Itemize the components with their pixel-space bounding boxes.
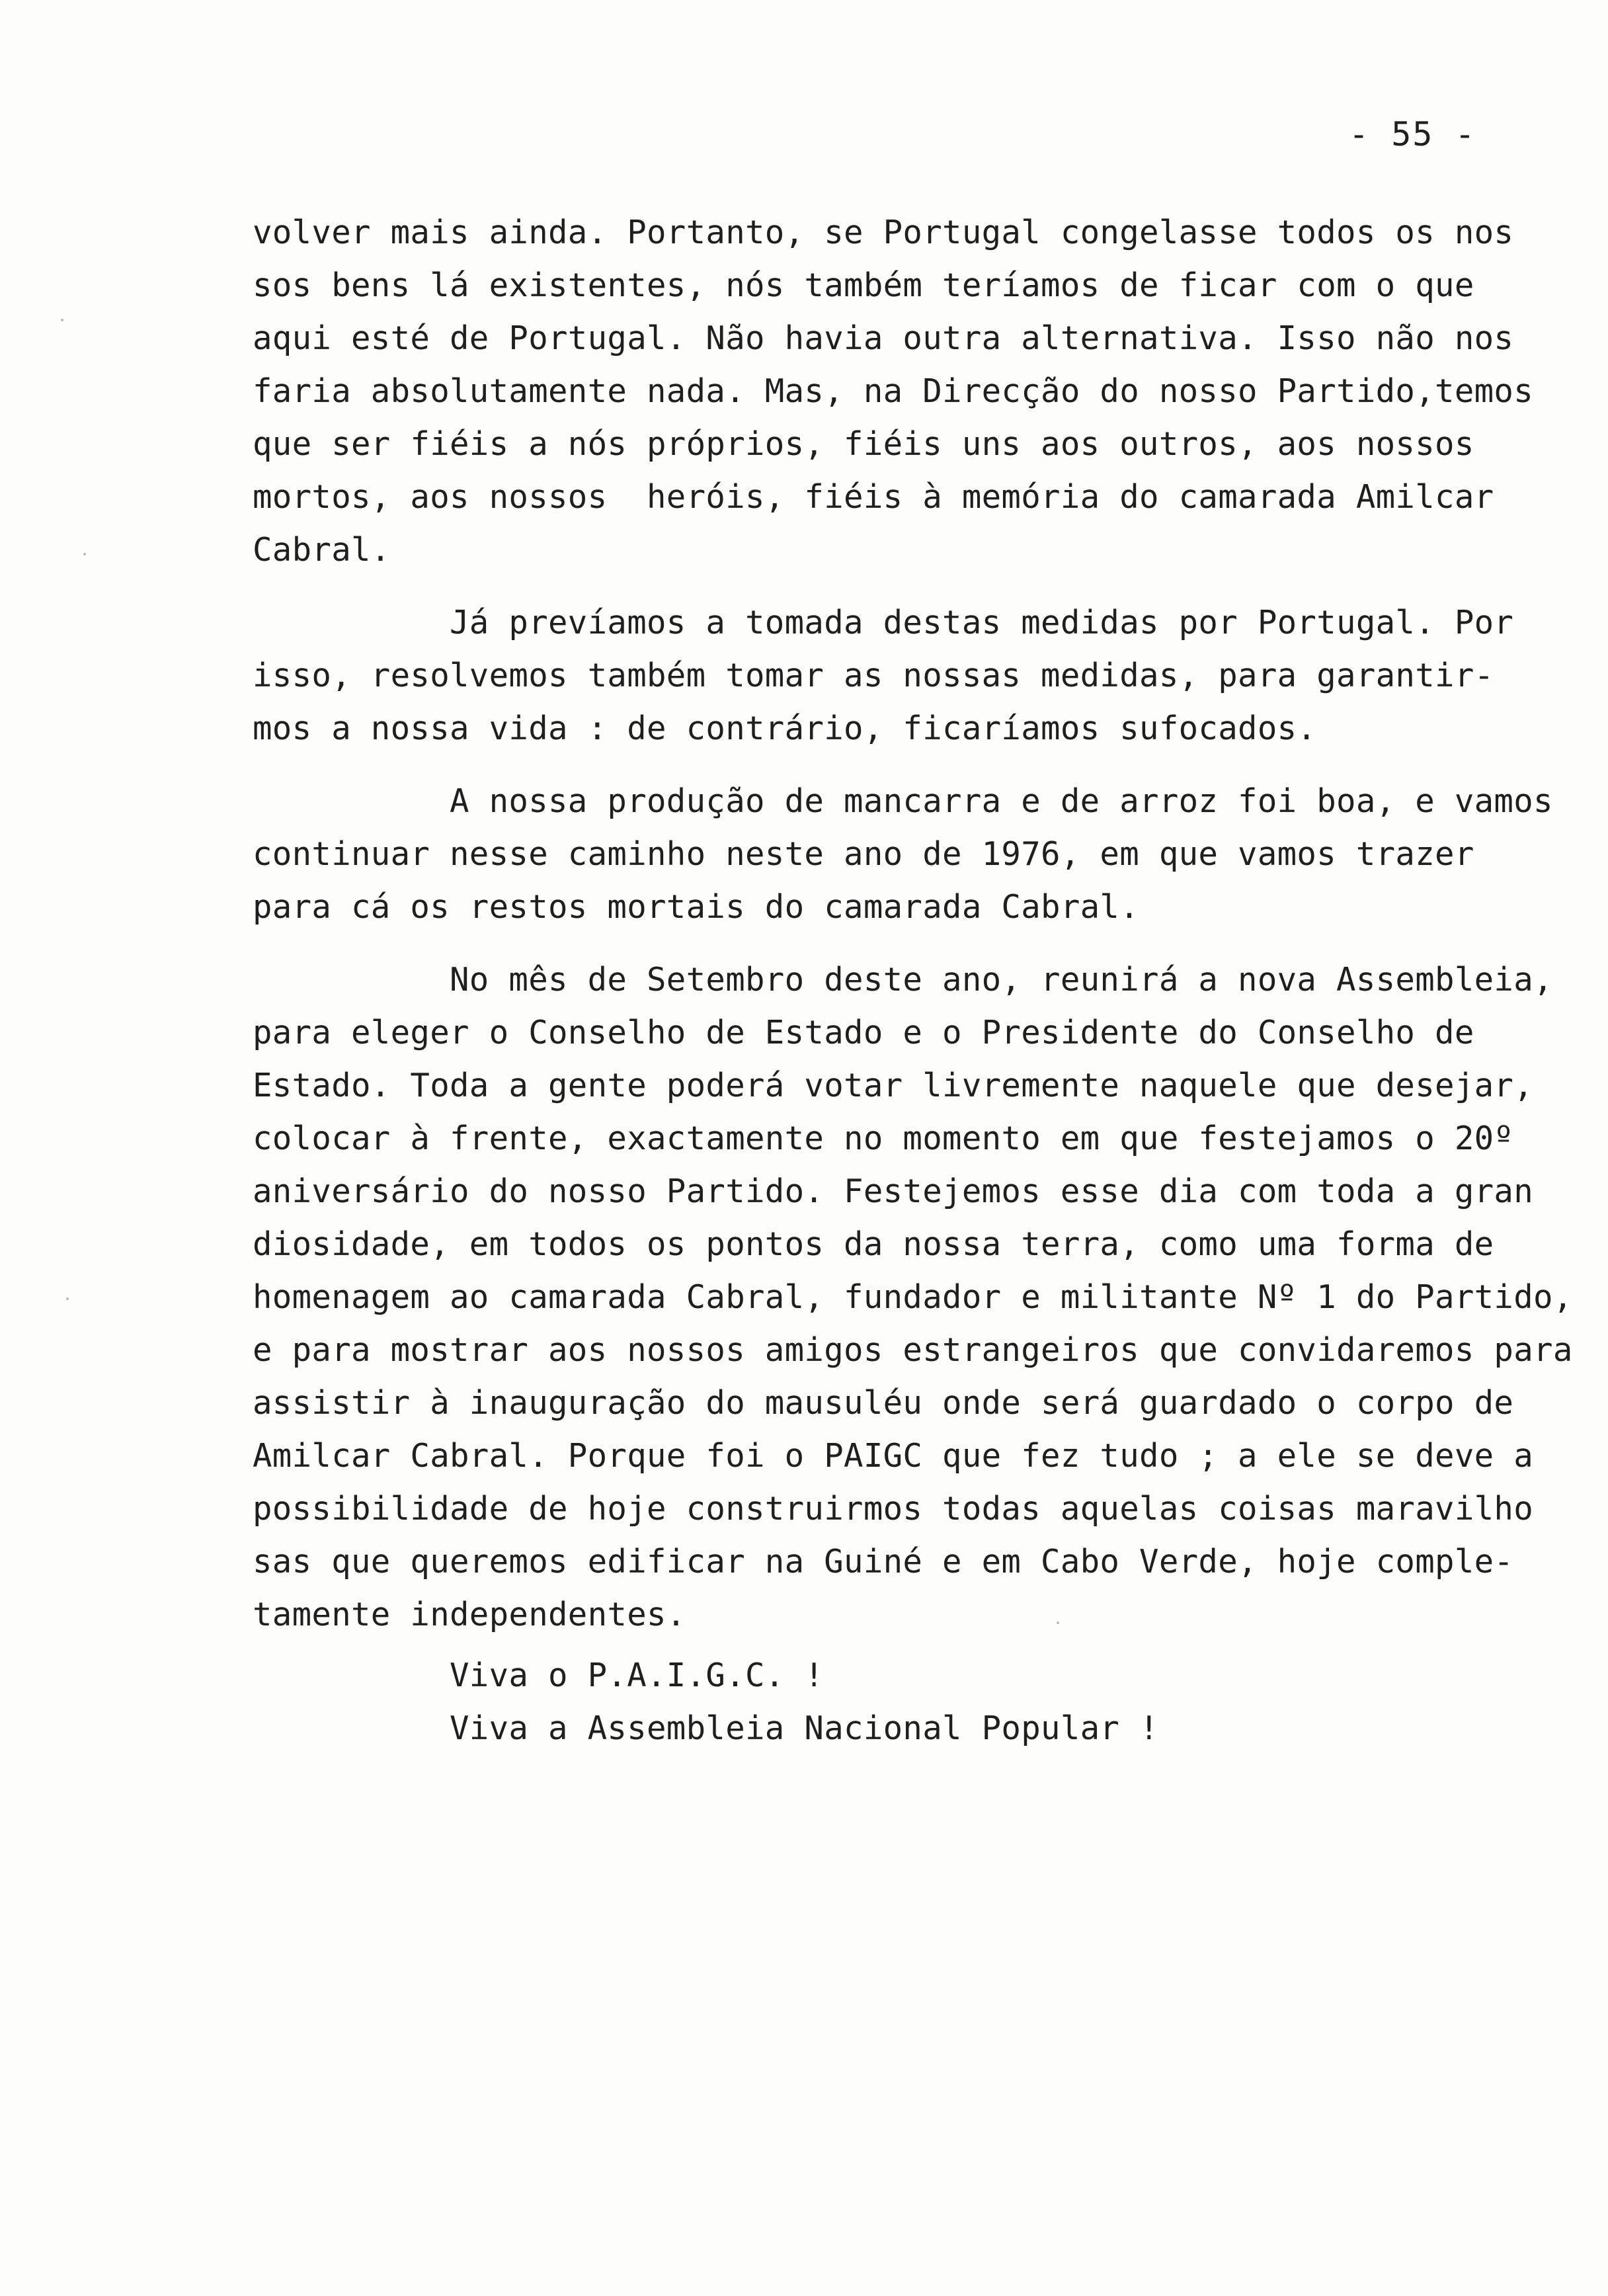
text-line: continuar nesse caminho neste ano de 1976, em que vamos trazer [253,835,1474,873]
text-line: para eleger o Conselho de Estado e o Presidente do Conselho de [253,1014,1474,1051]
closing-line: Viva a Assembleia Nacional Popular ! [253,1709,1159,1747]
paragraph-2 [253,596,1568,755]
paragraph-spacer [253,755,1568,775]
paragraph-1 [253,206,1568,577]
text-line: sos bens lá existentes, nós também teríamos de ficar com o que [253,266,1474,304]
text-line: colocar à frente, exactamente no momento em que festejamos o 20º [253,1120,1514,1157]
text-line: mortos, aos nossos heróis, fiéis à memória do camarada Amilcar [253,478,1494,516]
scan-speck [1057,1621,1059,1624]
paragraph-3 [253,775,1568,934]
text-line: Estado. Toda a gente poderá votar livremente naquele que desejar, [253,1067,1534,1104]
text-line: assistir à inauguração do mausuléu onde será guardado o corpo de [253,1384,1514,1422]
text-line: aqui esté de Portugal. Não havia outra alternativa. Isso não nos [253,319,1514,357]
text-line: isso, resolvemos também tomar as nossas medidas, para garantir- [253,657,1494,694]
closing-line: Viva o P.A.I.G.C. ! [253,1657,824,1694]
text-line: diosidade, em todos os pontos da nossa terra, como uma forma de [253,1225,1494,1263]
text-line: homenagem ao camarada Cabral, fundador e militante Nº 1 do Partido, [253,1278,1573,1316]
text-line: mos a nossa vida : de contrário, ficaríamos sufocados. [253,710,1317,747]
scan-speck [66,1297,69,1300]
paragraph-4 [253,954,1573,1641]
text-line: possibilidade de hoje construirmos todas aquelas coisas maravilho [253,1490,1534,1528]
text-line: Cabral. [253,531,391,569]
text-line: A nossa produção de mancarra e de arroz foi boa, e vamos [253,782,1553,820]
text-line: aniversário do nosso Partido. Festejemos esse dia com toda a gran [253,1172,1534,1210]
text-line: que ser fiéis a nós próprios, fiéis uns aos outros, aos nossos [253,425,1474,463]
text-line: faria absolutamente nada. Mas, na Direcção do nosso Partido,temos [253,372,1534,410]
paragraph-spacer [253,934,1568,954]
text-line: para cá os restos mortais do camarada Cabral. [253,888,1140,926]
body-text [253,206,1573,1755]
text-line: tamente independentes. [253,1596,686,1633]
page-number: - 55 - [1349,115,1476,153]
scan-speck [83,553,86,555]
text-line: e para mostrar aos nossos amigos estrangeiros que convidaremos para [253,1331,1573,1369]
text-line: Amilcar Cabral. Porque foi o PAIGC que fez tudo ; a ele se deve a [253,1437,1534,1475]
closing-salutations [253,1649,1568,1755]
text-line: Já prevíamos a tomada destas medidas por Portugal. Por [253,604,1514,641]
text-line: sas que queremos edificar na Guiné e em Cabo Verde, hoje comple- [253,1543,1514,1580]
text-line: volver mais ainda. Portanto, se Portugal congelasse todos os nos [253,214,1514,251]
text-line: No mês de Setembro deste ano, reunirá a nova Assembleia, [253,961,1553,999]
paragraph-spacer [253,577,1568,596]
scan-speck [61,319,63,321]
